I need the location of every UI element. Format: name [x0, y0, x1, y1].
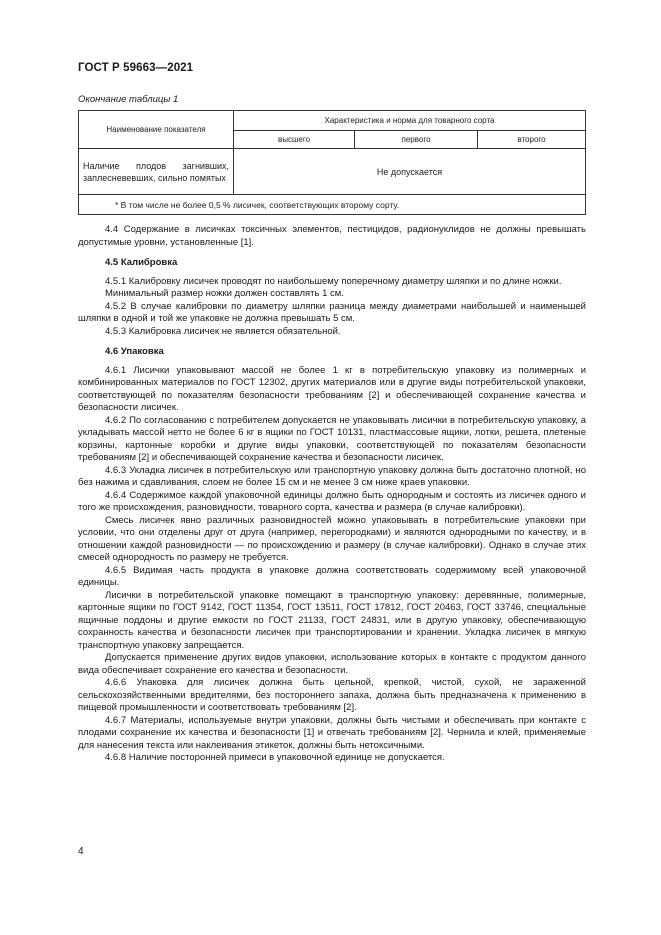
norm-value-cell: Не допускается: [234, 149, 586, 195]
indicator-cell: Наличие плодов загнивших, заплесневевших, сильно помятых: [79, 149, 234, 195]
grade-group-header: Характеристика и норма для товарного сорта: [234, 111, 586, 131]
clause-4-6-6: 4.6.6 Упаковка для лисичек должна быть цельной, крепкой, чистой, сухой, не зараженной сельскохозяйственными вредителями, без постороннего запаха, должна быть предназначена к применению в пищевой промышленности и соответствовать требованиям [2].: [78, 677, 586, 713]
clause-4-6-1: 4.6.1 Лисички упаковывают массой не более 1 кг в потребительскую упаковку из полимерных и комбинированных материалов по ГОСТ 12302, других материалов или в другие виды потребительской упаковки, соответствующей по показателям безопасности требованиям [2] и обеспечивающей сохранение качества и безопасности лисичек.: [78, 364, 586, 413]
document-body: [78, 224, 586, 765]
clause-4-6-4-mix: Смесь лисичек явно различных разновидностей можно упаковывать в потребительские упаковки при условии, что они отделены друг от друга (например, перегородками) и являются однородными по качеству, и в отношении каждой разновидности — по происхождению и размеру (в случае калибровки). Однако в случае этих смесей однородность по размеру не требуется.: [78, 514, 586, 563]
clause-4-6-4: 4.6.4 Содержимое каждой упаковочной единицы должно быть однородным и состоять из лисичек одного и того же происхождения, разновидности, товарного сорта, качества и размера (в случае калибровки).: [78, 489, 586, 513]
indicator-column-header: Наименование показателя: [79, 111, 234, 149]
section-heading-4-6: 4.6 Упаковка: [105, 346, 164, 357]
section-heading-4-5: 4.5 Калибровка: [105, 257, 178, 268]
clause-4-6-5-transport: Лисички в потребительской упаковке помещают в транспортную упаковку: деревянные, полимерные, картонные ящики по ГОСТ 9142, ГОСТ 11354, ГОСТ 13511, ГОСТ 17812, ГОСТ 20463, ГОСТ 33746, специальные ящичные поддоны и другие емкости по ГОСТ 21133, ГОСТ 24831, или в другую упаковку, обеспечивающую сохранность качества и безопасности лисичек при транспортировании и хранении. Укладка лисичек в мягкую транспортную упаковку запрещается.: [78, 589, 586, 651]
clause-4-5-3: 4.5.3 Калибровка лисичек не является обязательной.: [105, 325, 341, 337]
clause-4-5-2: 4.5.2 В случае калибровки по диаметру шляпки разница между диаметрами наибольшей и наименьшей шляпки в одной и той же упаковке не должна превышать 5 см.: [78, 300, 586, 324]
clause-4-6-8: 4.6.8 Наличие посторонней примеси в упаковочной единице не допускается.: [105, 752, 445, 763]
clause-4-6-3: 4.6.3 Укладка лисичек в потребительскую или транспортную упаковку должна быть достаточно плотной, но без нажима и сдавливания, слоем не более 15 см и не менее 3 см ниже краев упаковки.: [78, 464, 586, 488]
grade-header-first: первого: [355, 131, 478, 149]
grade-header-second: второго: [478, 131, 586, 149]
table-caption: Окончание таблицы 1: [78, 94, 179, 105]
document-header: ГОСТ Р 59663—2021: [78, 62, 194, 74]
clause-4-6-2: 4.6.2 По согласованию с потребителем допускается не упаковывать лисички в потребительскую упаковку, а укладывать массой нетто не более 6 кг в ящики по ГОСТ 10131, пластмассовые ящики, лотки, решета, плетеные корзины, картонные коробки и другие виды упаковки, соответствующей по показателям безопасности требованиям [2] и обеспечивающей сохранение качества и безопасности лисичек.: [78, 414, 586, 463]
page-number: 4: [78, 846, 84, 857]
grade-header-highest: высшего: [234, 131, 355, 149]
clause-4-6-7: 4.6.7 Материалы, используемые внутри упаковки, должны быть чистыми и обеспечивать при контакте с плодами сохранение их качества и безопасности [1] и отвечать требованиям [2]. Чернила и клей, применяемые для нанесения текста или наклеивания этикеток, должны быть нетоксичными.: [78, 714, 586, 751]
clause-4-5-1: 4.5.1 Калибровку лисичек проводят по наибольшему поперечному диаметру шляпки и по длине ножки.: [105, 275, 562, 287]
clause-4-6-5: 4.6.5 Видимая часть продукта в упаковке должна соответствовать содержимому всей упаковочной единицы.: [78, 564, 586, 588]
spec-table: [78, 110, 586, 215]
clause-4-4: 4.4 Содержание в лисичках токсичных элементов, пестицидов, радионуклидов не должны превышать допустимые уровни, установленные [1].: [78, 224, 586, 248]
clause-4-6-5-other: Допускается применение других видов упаковки, использование которых в контакте с продуктом данного вида обеспечивает сохранение его качества и безопасности.: [78, 652, 586, 676]
table-footnote: * В том числе не более 0,5 % лисичек, соответствующих второму сорту.: [79, 195, 586, 215]
clause-4-5-1-note: Минимальный размер ножки должен составлять 1 см.: [105, 288, 344, 299]
